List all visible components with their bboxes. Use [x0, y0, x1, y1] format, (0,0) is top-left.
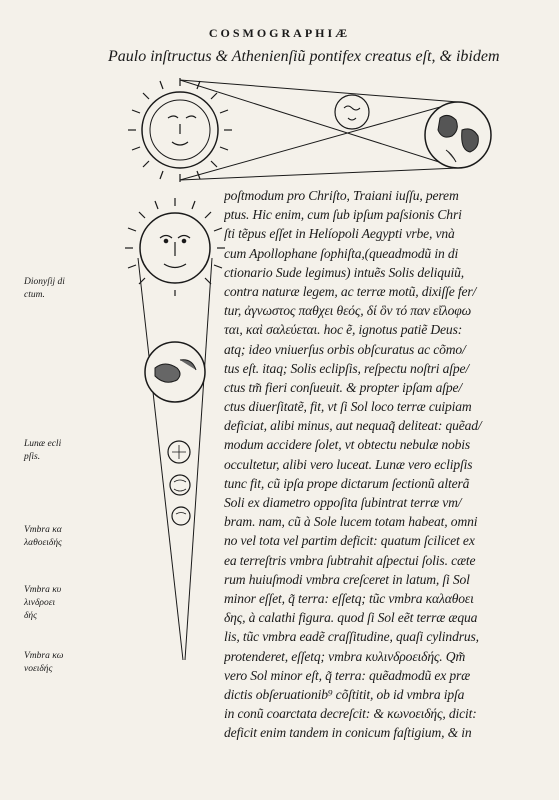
margin-note-line: νοειδής [24, 664, 53, 674]
moon-phase-1-icon [168, 441, 190, 463]
margin-note-line: δής [24, 611, 37, 621]
text-line: vero Sol minor eſt, q̃ terra: quẽadmodũ ex præ [224, 667, 471, 683]
margin-note-line: Lunæ ecli [24, 439, 62, 449]
margin-note-line: Vmbra κα [24, 525, 62, 535]
margin-note-line: Vmbra κω [24, 651, 64, 661]
text-line: protenderet, eſſetq; vmbra κυλινδροειδής. Qm̃ [224, 648, 466, 664]
margin-note-line: pſis. [24, 452, 41, 462]
text-line: minor eſſet, q̃ terra: eſſetq; tũc vmbra καλαθοει [224, 590, 474, 606]
text-line: atq; ideo vniuerſus orbis obſcuratus ac cõmo/ [224, 341, 466, 357]
text-line: ctus diuerſitatẽ, fit, vt ſi Sol loco terræ cuipiam [224, 399, 472, 415]
sun-icon [128, 78, 232, 182]
earth-globe-icon [145, 342, 205, 402]
text-line: ctus tm̃ fieri conſueuit. & propter ipſam aſpe/ [224, 379, 463, 395]
margin-note-line: λινδροει [24, 598, 56, 608]
running-head: COSMOGRAPHIÆ [208, 26, 351, 40]
text-line: bram. nam, cũ à Sole lucem totam habeat, omni [224, 514, 478, 530]
margin-note-lunae-eclipsis [24, 438, 104, 464]
text-line: ſti tẽpus eſſet in Helíopoli Aegypti vrbe, vnà [224, 226, 455, 242]
text-line: ται, καὶ σαλεύεται. hoc ẽ, ignotus patiẽ Deus: [224, 322, 463, 338]
text-line: ptus. Hic enim, cum ſub ipſum paſsionis Chri [224, 207, 462, 223]
margin-note-line: Vmbra κυ [24, 585, 62, 595]
lunar-eclipse-diagram [125, 198, 225, 660]
earth-icon [425, 102, 491, 168]
text-line: in conũ coarctata decreſcit: & κωνοειδής, dicit: [224, 706, 477, 722]
text-line: Soli ex diametro oppoſita ſubintrat terræ vm/ [224, 495, 462, 510]
moon-icon [335, 95, 369, 129]
text-line: δης, à calathi figura. quod ſi Sol eẽt terræ æqua [224, 610, 478, 626]
margin-note-umbra-cylindroides [24, 584, 104, 623]
text-line: poſtmodum pro Chriſto, Traiani iuſſu, perem [224, 188, 459, 203]
margin-note-line: λαθοειδής [24, 538, 62, 548]
margin-note-line: Dionyſij di [24, 277, 65, 287]
text-line: deficiat, alibi minus, aut nequaq̃ deliteat: quẽad/ [224, 418, 482, 434]
text-line: cum Apollophane ſophiſta,(queadmodũ in di [224, 245, 459, 261]
margin-note-umbra-conoides [24, 650, 104, 676]
text-line: occultetur, alibi vero luceat. Lunæ vero eclipſis [224, 456, 473, 472]
solar-eclipse-diagram [128, 78, 491, 182]
text-line: contra naturæ legem, ac terræ motũ, dixiſſe fer/ [224, 283, 477, 299]
margin-note-line: ctum. [24, 290, 45, 300]
text-line: tus eſt. itaq; Solis eclipſis, reſpectu noſtri aſpe/ [224, 360, 470, 376]
margin-note-dionysius [24, 276, 104, 302]
moon-phase-2-icon [170, 475, 190, 495]
margin-note-umbra-calathoides [24, 524, 104, 550]
body-text [224, 186, 534, 742]
text-line: modum accidere ſolet, vt obtectu nebulæ nobis [224, 437, 471, 453]
text-line: tur, ἀγνωστος παθχει θεός, δί ὃν τό παν εἴλοφω [224, 303, 472, 319]
text-line: ea terreſtris vmbra ſubtrahit aſpectui ſolis. cæte [224, 552, 476, 568]
text-line: tunc fit, cũ ipſa prope dictarum ſectionũ alterã [224, 475, 470, 491]
text-line: rum huiuſmodi vmbra creſceret in latum, ſi Sol [224, 571, 470, 587]
text-line: ctionario Sude legimus) intuẽs Solis deliquiũ, [224, 264, 465, 280]
text-line: dictis obſeruationib⁹ cõſtitit, ob id vmbra ipſa [224, 686, 465, 702]
moon-phase-3-icon [172, 507, 190, 525]
text-line: lis, tũc vmbra eadẽ craſſitudine, quaſi cylindrus, [224, 629, 479, 645]
text-line: no vel tota vel partim deficit: quatum ſcilicet ex [224, 533, 475, 549]
text-line: deficit enim tandem in conicum faſtigium, & in [224, 725, 472, 741]
top-text-line: Paulo inſtructus & Athenienſiũ pontifex creatus eſt, & ibidem [108, 48, 500, 65]
